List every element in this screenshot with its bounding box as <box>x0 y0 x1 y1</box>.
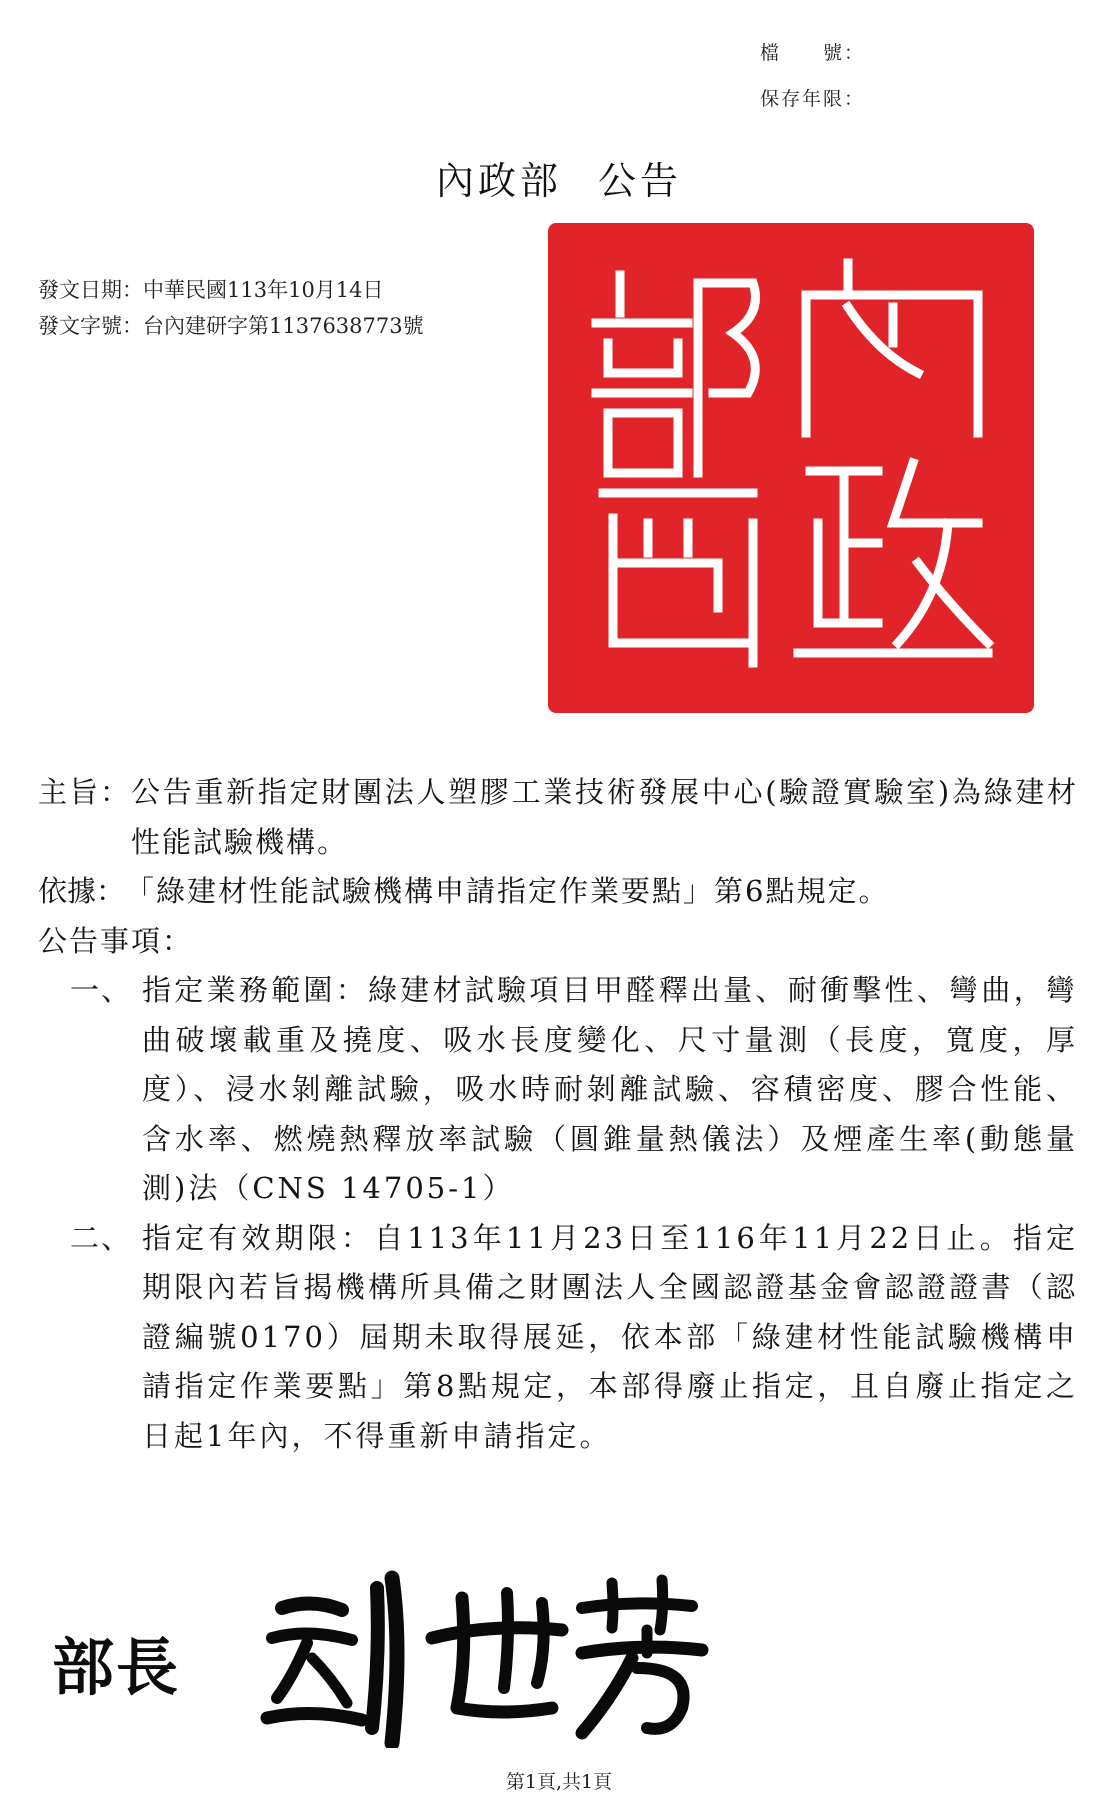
issue-number: 發文字號：台內建研字第1137638773號 <box>38 314 424 338</box>
matter-item <box>38 966 1078 1214</box>
matter-item-text: 指定業務範圍：綠建材試驗項目甲醛釋出量、耐衝擊性、彎曲，彎曲破壞載重及撓度、吸水長度變化、尺寸量測（長度，寬度，厚度）、浸水剝離試驗，吸水時耐剝離試驗、容積密度、膠合性能、含水率、燃燒熱釋放率試驗（圓錐量熱儀法）及煙產生率(動態量測)法（CNS 14705-1） <box>142 973 1078 1205</box>
basis-paragraph <box>38 867 1078 917</box>
seal-glyph-bu <box>596 275 756 473</box>
issue-date: 發文日期：中華民國113年10月14日 <box>38 278 384 302</box>
subject-text: 公告重新指定財團法人塑膠工業技術發展中心(驗證實驗室)為綠建材性能試驗機構。 <box>131 775 1078 859</box>
handwritten-signature-icon <box>252 1568 722 1748</box>
document-title <box>0 150 1118 205</box>
file-meta <box>760 30 865 122</box>
document-type: 公告 <box>598 159 683 203</box>
page-number: 第1頁,共1頁 <box>505 1771 613 1793</box>
signature-role: 部長 <box>52 1631 181 1704</box>
seal-glyph-nei <box>806 263 978 433</box>
matter-item-text: 指定有效期限：自113年11月23日至116年11月22日止。指定期限內若旨揭機構所具備之財團法人全國認證基金會認證證書（認證編號0170）屆期未取得展延，依本部「綠建材性能試驗機構申請指定作業要點」第8點規定，本部得廢止指定，且自廢止指定之日起1年內，不得重新申請指定。 <box>142 1220 1078 1453</box>
subject-lead: 主旨： <box>38 775 132 809</box>
basis-text: 「綠建材性能試驗機構申請指定作業要點」第6點規定。 <box>125 874 890 908</box>
matter-item-number: 二、 <box>70 1220 133 1255</box>
matter-item <box>38 1214 1078 1462</box>
retention-period-label: 保存年限： <box>760 88 866 110</box>
seal-glyph-zheng <box>798 463 988 653</box>
announcement-body <box>38 768 1078 1461</box>
file-number-label: 檔 號： <box>760 42 866 64</box>
minister-signature <box>52 1568 702 1748</box>
subject-paragraph <box>38 768 1078 867</box>
issue-info <box>38 272 424 344</box>
matters-lead: 公告事項： <box>38 923 194 958</box>
matters-heading <box>38 917 1078 967</box>
seal-glyph-yin <box>603 493 753 663</box>
official-seal-icon <box>548 223 1034 713</box>
basis-lead: 依據： <box>38 874 126 908</box>
matter-item-number: 一、 <box>70 973 133 1007</box>
agency-name: 內政部 <box>435 159 562 203</box>
